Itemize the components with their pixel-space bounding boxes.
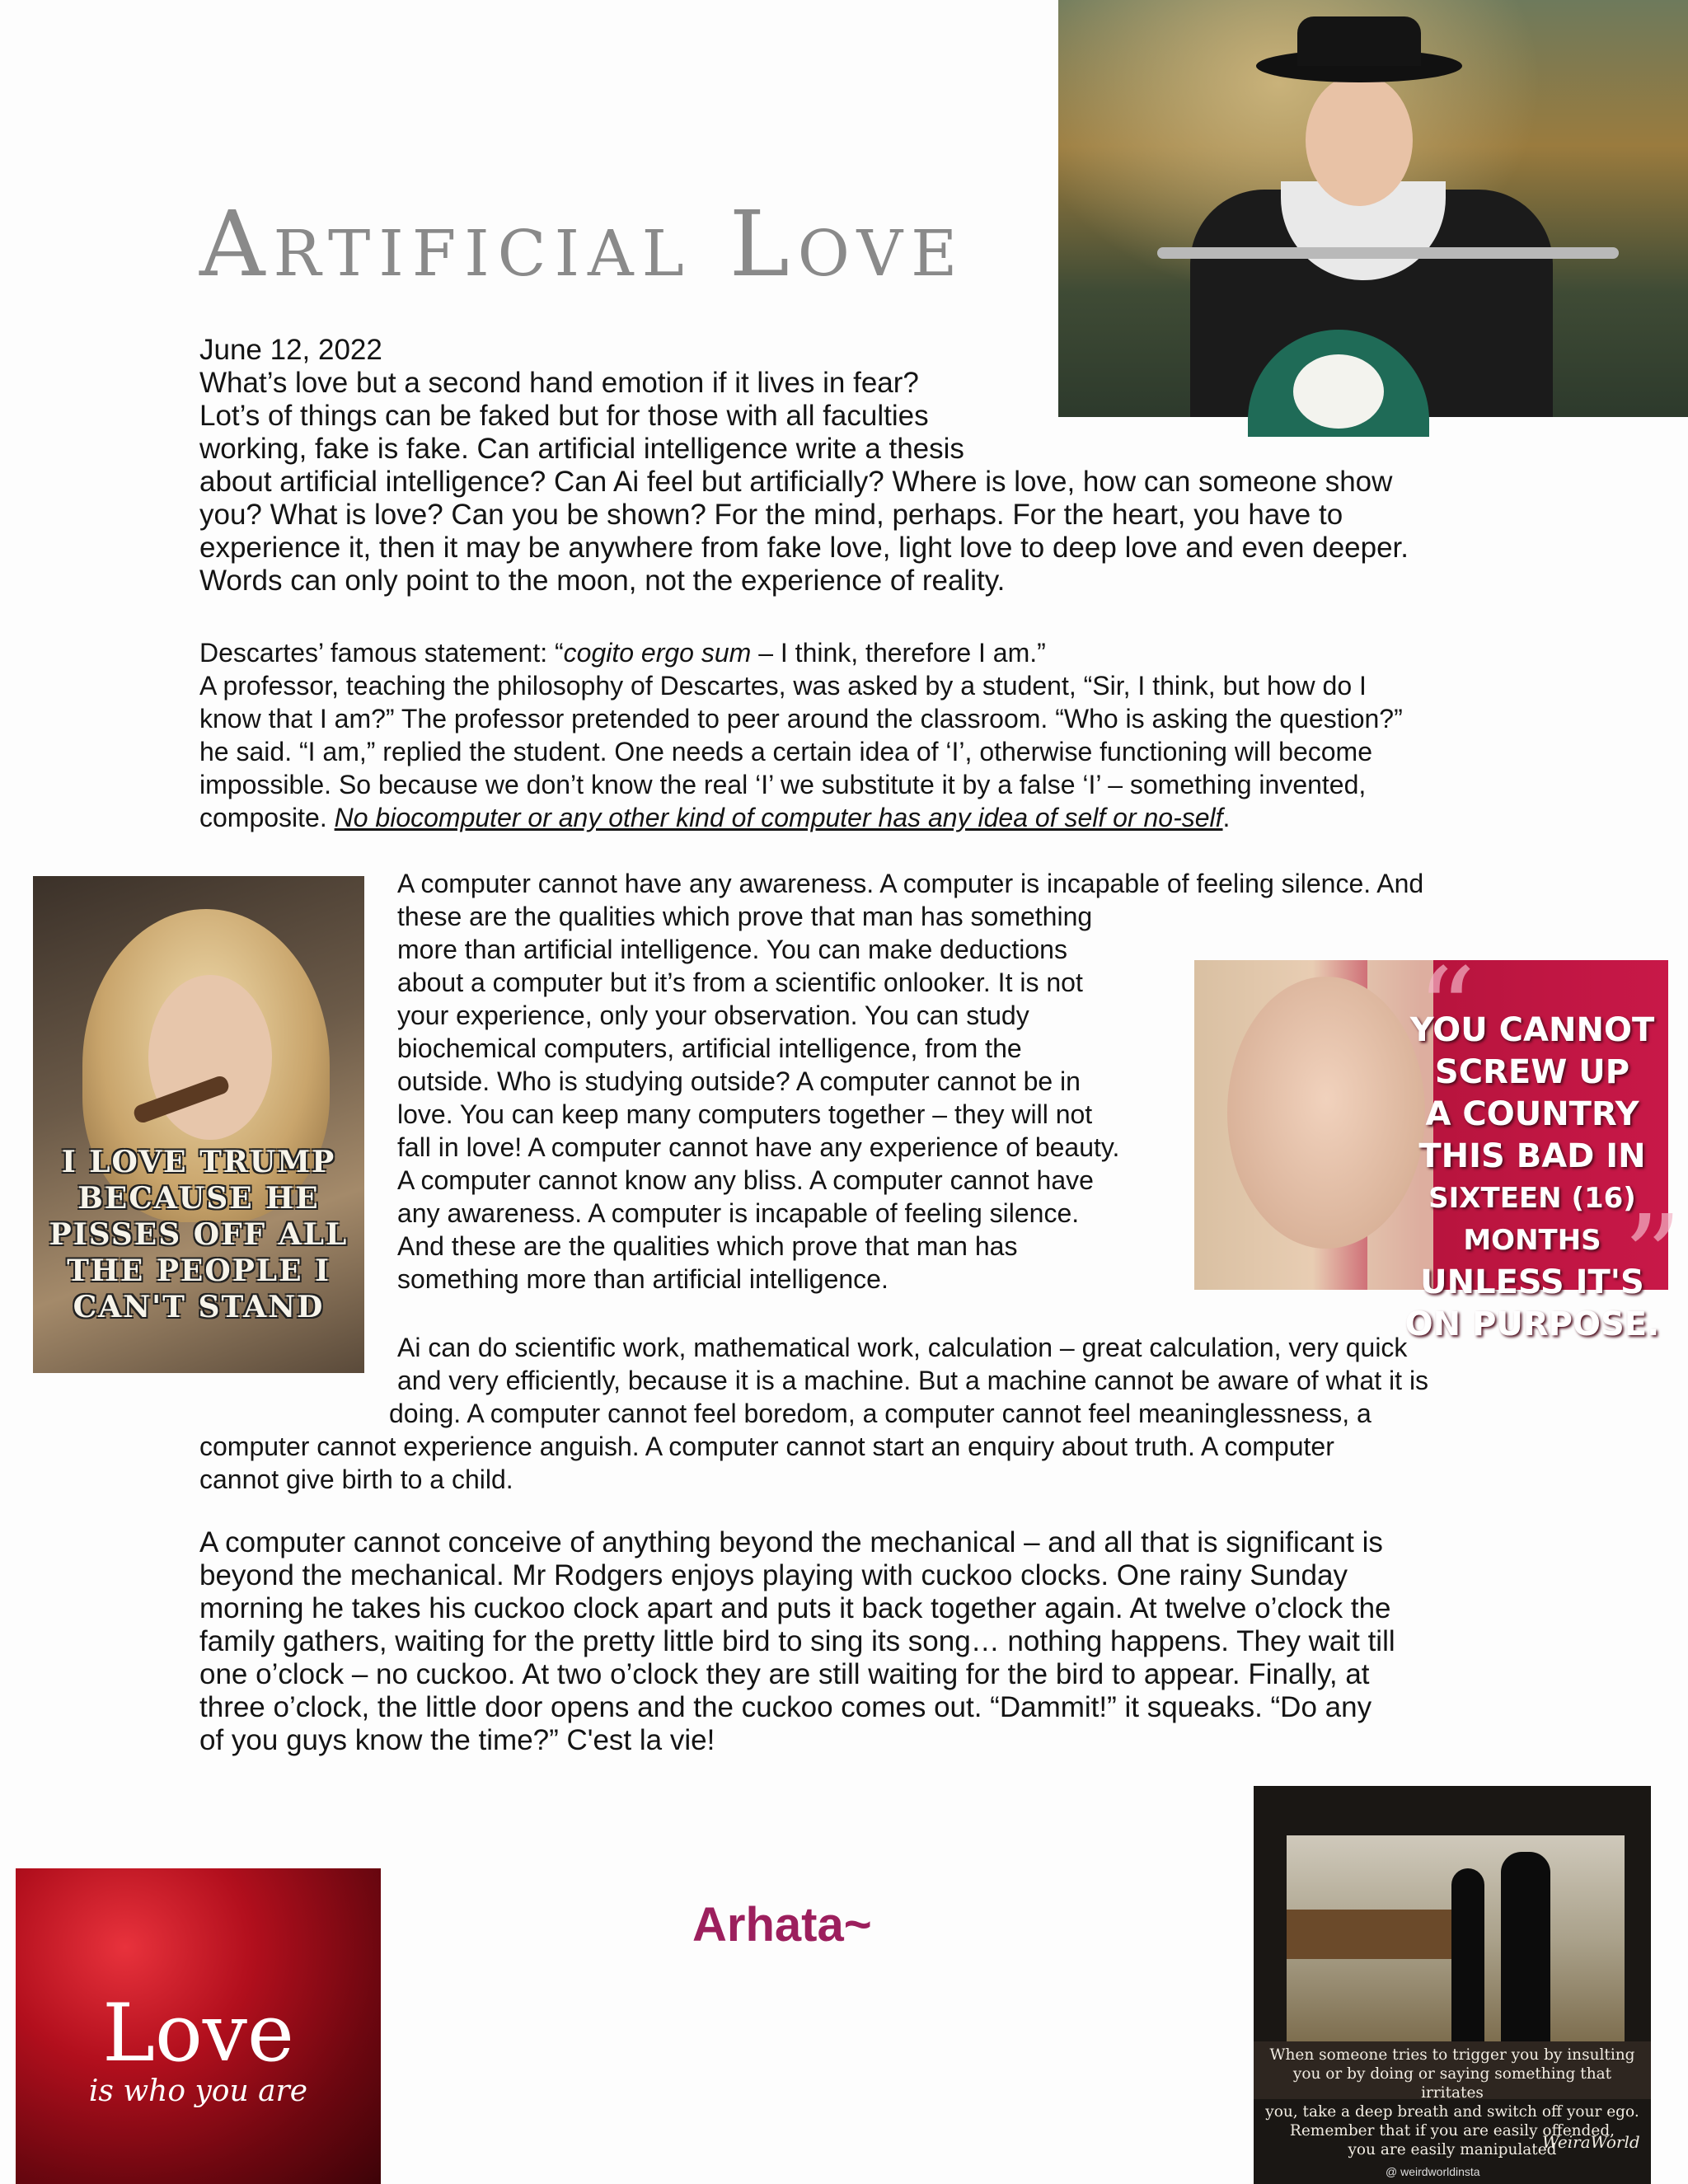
descartes-line: impossible. So because we don’t know the real ‘I’ we substitute it by a false ‘I’ – something invented,	[199, 770, 1367, 799]
caption-line: you, take a deep breath and switch off your ego.	[1265, 2103, 1639, 2121]
love-subtitle: is who you are	[88, 2074, 308, 2108]
cuckoo-block	[199, 1526, 1518, 1757]
photo-handlebar	[1157, 247, 1619, 259]
meme-caption	[33, 1144, 364, 1325]
computer-line: any awareness. A computer is incapable of feeling silence.	[397, 1198, 1080, 1228]
caption-line: you or by doing or saying something that irritates	[1292, 2065, 1612, 2102]
cuckoo-line: one o’clock – no cuckoo. At two o’clock they are still waiting for the bird to appear. Finally, at	[199, 1658, 1370, 1690]
political-quote-image	[1194, 944, 1682, 1343]
ai-block	[199, 1331, 1518, 1496]
open-quote-icon: “	[1417, 944, 1476, 1078]
computer-line: these are the qualities which prove that man has something	[397, 902, 1093, 931]
computer-line: fall in love! A computer cannot have any experience of beauty.	[397, 1132, 1120, 1162]
intro-line: What’s love but a second hand emotion if it lives in fear?	[199, 367, 919, 399]
cuckoo-line: three o’clock, the little door opens and the cuckoo comes out. “Dammit!” it squeaks. “Do any	[199, 1691, 1372, 1723]
computer-line: more than artificial intelligence. You can make deductions	[397, 935, 1067, 964]
intro-line: working, fake is fake. Can artificial intelligence write a thesis	[199, 433, 964, 465]
descartes-block	[199, 636, 1518, 834]
ai-line: cannot give birth to a child.	[199, 1465, 513, 1494]
descartes-line: know that I am?” The professor pretended to peer around the classroom. “Who is asking the question?”	[199, 704, 1403, 733]
computer-line: outside. Who is studying outside? A computer cannot be in	[397, 1066, 1081, 1096]
intro-line: you? What is love? Can you be shown? For the mind, perhaps. For the heart, you have to	[199, 499, 1343, 531]
intro-line: Words can only point to the moon, not the experience of reality.	[199, 565, 1006, 597]
computer-line: biochemical computers, artificial intelligence, from the	[397, 1033, 1022, 1063]
descartes-text: Descartes’ famous statement: “	[199, 638, 564, 668]
caption-line: SCREW UP	[1434, 1053, 1630, 1091]
intro-line: Lot’s of things can be faked but for those with all faculties	[199, 400, 929, 432]
emphasis-statement: No biocomputer or any other kind of computer has any idea of self or no-self	[334, 803, 1223, 832]
computer-line: A computer cannot have any awareness. A computer is incapable of feeling silence. And	[397, 869, 1424, 898]
descartes-text: .	[1222, 803, 1231, 832]
caption-line: Remember that if you are easily offended,	[1289, 2122, 1615, 2139]
caption-line: I LOVE TRUMP	[61, 1145, 336, 1179]
cuckoo-line: A computer cannot conceive of anything beyond the mechanical – and all that is significant is	[199, 1526, 1383, 1558]
cuckoo-line: of you guys know the time?” C'est la vie!	[199, 1724, 715, 1756]
quote-face	[1227, 977, 1425, 1249]
author-signature: Arhata~	[692, 1898, 872, 1952]
caption-line: ON PURPOSE.	[1404, 1305, 1660, 1343]
descartes-line: A professor, teaching the philosophy of Descartes, was asked by a student, “Sir, I think, but how do I	[199, 671, 1367, 701]
intro-block	[199, 334, 1518, 598]
love-word: Love	[102, 1987, 294, 2079]
caption-line: CAN'T STAND	[73, 1290, 325, 1324]
cuckoo-line: beyond the mechanical. Mr Rodgers enjoys playing with cuckoo clocks. One rainy Sunday	[199, 1559, 1348, 1591]
page-title: Artificial Love	[199, 191, 966, 297]
ai-line: and very efficiently, because it is a machine. But a machine cannot be aware of what it is	[397, 1366, 1429, 1395]
computer-line: And these are the qualities which prove that man has	[397, 1231, 1018, 1261]
silhouette-woman	[1451, 1868, 1484, 2050]
ai-line: computer cannot experience anguish. A computer cannot start an enquiry about truth. A computer	[199, 1432, 1334, 1461]
caption-line: A COUNTRY	[1425, 1095, 1639, 1133]
intro-line: about artificial intelligence? Can Ai feel but artificially? Where is love, how can someone show	[199, 466, 1393, 498]
close-quote-icon: ”	[1623, 1191, 1682, 1325]
samurai-roof	[1287, 1910, 1451, 1959]
caption-line: PISSES OFF ALL	[49, 1217, 349, 1252]
meme-face	[148, 975, 272, 1140]
caption-line: THE PEOPLE I	[67, 1254, 331, 1288]
ai-line: Ai can do scientific work, mathematical work, calculation – great calculation, very quick	[397, 1333, 1408, 1362]
caption-line: UNLESS IT'S	[1420, 1263, 1644, 1301]
computer-line: about a computer but it’s from a scientific onlooker. It is not	[397, 968, 1083, 997]
descartes-text: composite.	[199, 803, 335, 832]
caption-line: THIS BAD IN	[1418, 1137, 1646, 1175]
weirdworld-logo: WeiraWorld	[1542, 2132, 1640, 2152]
photo-hat-crown	[1297, 16, 1421, 66]
caption-line: you are easily manipulated	[1348, 2141, 1557, 2158]
computer-line: love. You can keep many computers together – they will not	[397, 1099, 1093, 1129]
latin-phrase: cogito ergo sum	[563, 638, 752, 668]
cuckoo-line: morning he takes his cuckoo clock apart and puts it back together again. At twelve o’clock the	[199, 1592, 1391, 1624]
instagram-handle: @ weirdworldinsta	[1386, 2165, 1480, 2178]
caption-line: BECAUSE HE	[77, 1181, 320, 1216]
cuckoo-line: family gathers, waiting for the pretty little bird to sing its song… nothing happens. They wait till	[199, 1625, 1395, 1657]
computer-line: A computer cannot know any bliss. A computer cannot have	[397, 1165, 1094, 1195]
samurai-quote-image	[1254, 1786, 1651, 2184]
trump-meme-image	[33, 876, 364, 1373]
computer-line: something more than artificial intelligence.	[397, 1264, 889, 1294]
descartes-line: he said. “I am,” replied the student. One needs a certain idea of ‘I’, otherwise functioning will become	[199, 737, 1372, 766]
post-date: June 12, 2022	[199, 334, 382, 366]
computer-line: your experience, only your observation. You can study	[397, 1001, 1029, 1030]
caption-line: YOU CANNOT	[1409, 1011, 1655, 1049]
caption-line: When someone tries to trigger you by insulting	[1269, 2046, 1635, 2064]
silhouette-man	[1501, 1852, 1550, 2050]
photo-face	[1306, 74, 1413, 206]
caption-line: SIXTEEN (16) MONTHS	[1428, 1182, 1636, 1257]
love-roses-image	[16, 1868, 381, 2184]
descartes-text: – I think, therefore I am.”	[751, 638, 1046, 668]
ai-line: doing. A computer cannot feel boredom, a computer cannot feel meaninglessness, a	[389, 1399, 1372, 1428]
intro-line: experience it, then it may be anywhere from fake love, light love to deep love and even deeper.	[199, 532, 1409, 564]
quote-caption	[1400, 1010, 1664, 1346]
